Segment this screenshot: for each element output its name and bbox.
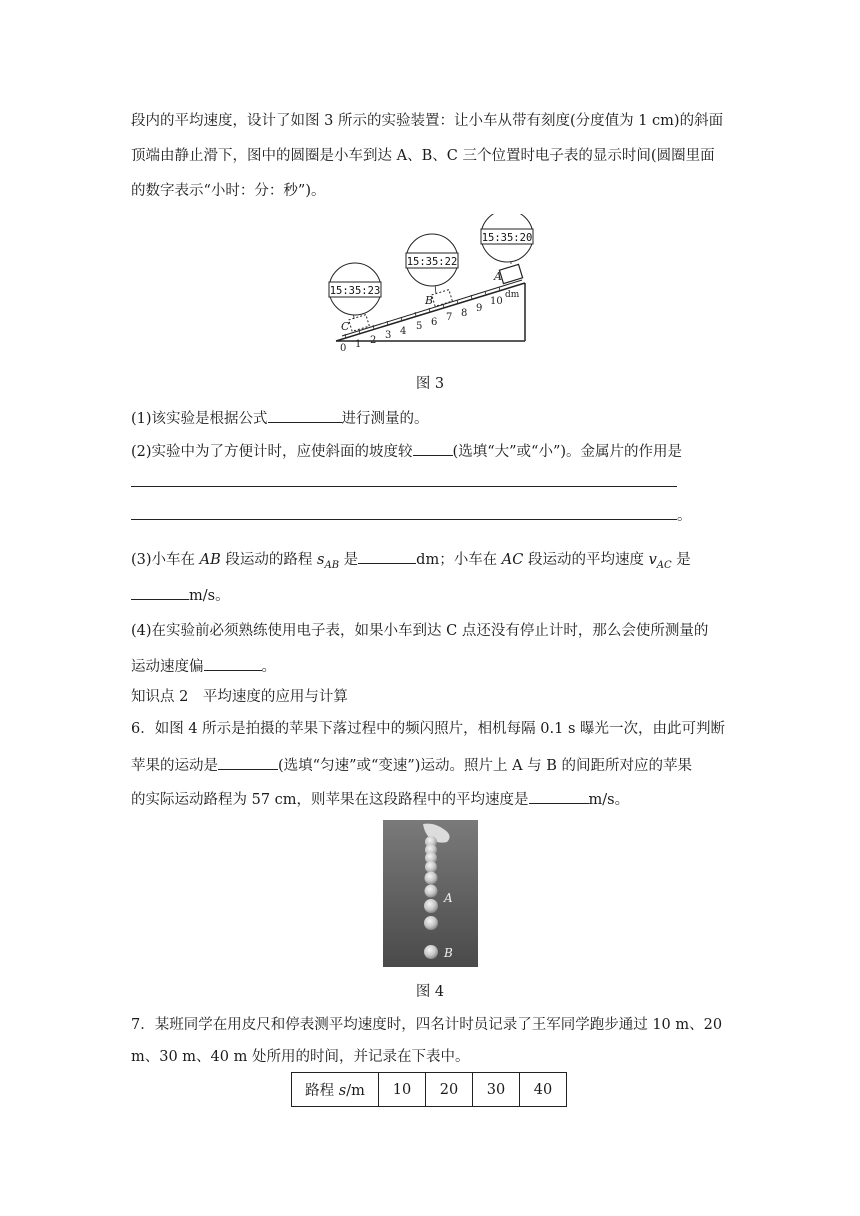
question-7-line-2: m、30 m、40 m 处所用的时间，并记录在下表中。 (131, 1049, 470, 1065)
q4-answer-blank[interactable] (204, 655, 262, 671)
ruler-label-0: 0 (340, 343, 347, 354)
clock-b-time: 15:35:22 (406, 256, 458, 268)
table-row (292, 1073, 567, 1107)
q3-segment-ac: AC (501, 552, 524, 568)
q3-text-3: 是 (339, 552, 359, 568)
q2-text-pre: (2)实验中为了方便计时，应使斜面的坡度较 (131, 444, 413, 460)
table-header-cell (292, 1073, 379, 1107)
ruler-label-9: 9 (476, 303, 483, 314)
clock-c-time: 15:35:23 (329, 285, 381, 297)
question-3-line-2 (131, 584, 731, 606)
photo-label-a: A (444, 891, 453, 905)
point-label-c: C (341, 320, 350, 333)
question-6-line-3 (131, 788, 731, 810)
q3-symbol-v-sub: AC (656, 559, 672, 571)
intro-line-1: 段内的平均速度，设计了如图 3 所示的实验装置：让小车从带有刻度(分度值为 1 cm)的斜面 (131, 113, 724, 129)
q2-text-post: (选填“大”或“小”)。金属片的作用是 (452, 444, 683, 460)
ruler-label-5: 5 (416, 321, 423, 332)
point-label-b: B (425, 294, 434, 307)
q6-text-pre-2: 的实际运动路程为 57 cm，则苹果在这段路程中的平均速度是 (131, 792, 529, 808)
ruler-label-4: 4 (400, 326, 407, 337)
ruler-label-7: 7 (446, 312, 453, 323)
ruler-unit: dm (505, 290, 520, 300)
q4-text-post: 。 (261, 659, 276, 675)
question-7-line-1: 7．某班同学在用皮尺和停表测平均速度时，四名计时员记录了王军同学跑步通过 10 m、20 (131, 1017, 723, 1033)
ruler-label-1: 1 (355, 339, 362, 350)
q3-text-6: 是 (671, 552, 691, 568)
q3-answer-blank-1[interactable] (358, 548, 416, 564)
question-2 (131, 440, 731, 462)
table-header-unit: /m (346, 1083, 365, 1099)
table-cell: 30 (473, 1073, 520, 1107)
q6-text-pre: 苹果的运动是 (131, 758, 218, 774)
question-1 (131, 407, 731, 429)
q2-answer-line-1[interactable] (131, 486, 677, 487)
clock-a-time: 15:35:20 (481, 232, 533, 244)
q6-text-post: (选填“匀速”或“变速”)运动。照片上 A 与 B 的间距所对应的苹果 (278, 758, 693, 774)
q3-segment-ab: AB (199, 552, 221, 568)
figure-4-strobe-photo (383, 820, 478, 967)
question-6-line-1: 6．如图 4 所示是拍摄的苹果下落过程中的频闪照片，相机每隔 0.1 s 曝光一次，由此可判断 (131, 721, 725, 737)
ruler-label-8: 8 (461, 308, 468, 319)
distance-table (291, 1072, 567, 1107)
question-4-line-1: (4)在实验前必须熟练使用电子表，如果小车到达 C 点还没有停止计时，那么会使所测量的 (131, 623, 709, 639)
q6-answer-blank-2[interactable] (529, 788, 589, 804)
q2-answer-line-2[interactable] (131, 519, 677, 520)
ruler-label-10: 10 (490, 296, 503, 307)
ruler-label-3: 3 (385, 330, 392, 341)
figure-3-incline-diagram (324, 214, 534, 356)
photo-label-b: B (444, 946, 453, 960)
q3-text-2: 段运动的路程 (220, 552, 318, 568)
q3-symbol-s-sub: AB (324, 559, 340, 571)
q2-end-mark: 。 (677, 508, 692, 524)
ruler-label-2: 2 (370, 335, 377, 346)
q6-unit: m/s。 (588, 792, 630, 808)
q1-text-post: 进行测量的。 (341, 411, 429, 427)
q4-text-pre: 运动速度偏 (131, 659, 204, 675)
q1-answer-blank[interactable] (268, 407, 342, 423)
q3-symbol-v: v (648, 552, 657, 568)
q1-text-pre: (1)该实验是根据公式 (131, 411, 268, 427)
q3-text-4: dm；小车在 (416, 552, 502, 568)
question-3-line-1 (131, 548, 731, 576)
ruler-label-6: 6 (431, 317, 438, 328)
figure-4-caption: 图 4 (415, 984, 445, 1000)
q3-answer-blank-2[interactable] (131, 584, 189, 600)
q2-answer-blank-1[interactable] (413, 440, 453, 456)
intro-line-2: 顶端由静止滑下，图中的圆圈是小车到达 A、B、C 三个位置时电子表的显示时间(圆圈里面 (131, 148, 715, 164)
table-header-symbol: s (338, 1083, 347, 1099)
q3-text-5: 段运动的平均速度 (523, 552, 649, 568)
question-4-line-2 (131, 655, 731, 677)
q6-answer-blank-1[interactable] (218, 754, 278, 770)
point-label-a: A (494, 270, 502, 283)
table-cell: 20 (426, 1073, 473, 1107)
table-cell: 10 (379, 1073, 426, 1107)
table-cell: 40 (520, 1073, 567, 1107)
figure-3-caption: 图 3 (415, 376, 445, 392)
table-header-label: 路程 (305, 1083, 339, 1099)
section-title: 知识点 2 平均速度的应用与计算 (131, 689, 348, 705)
q3-text-1: (3)小车在 (131, 552, 200, 568)
q3-symbol-s: s (317, 552, 325, 568)
question-6-line-2 (131, 754, 731, 776)
q3-unit: m/s。 (189, 588, 230, 604)
intro-line-3: 的数字表示“小时：分：秒”)。 (131, 183, 326, 199)
